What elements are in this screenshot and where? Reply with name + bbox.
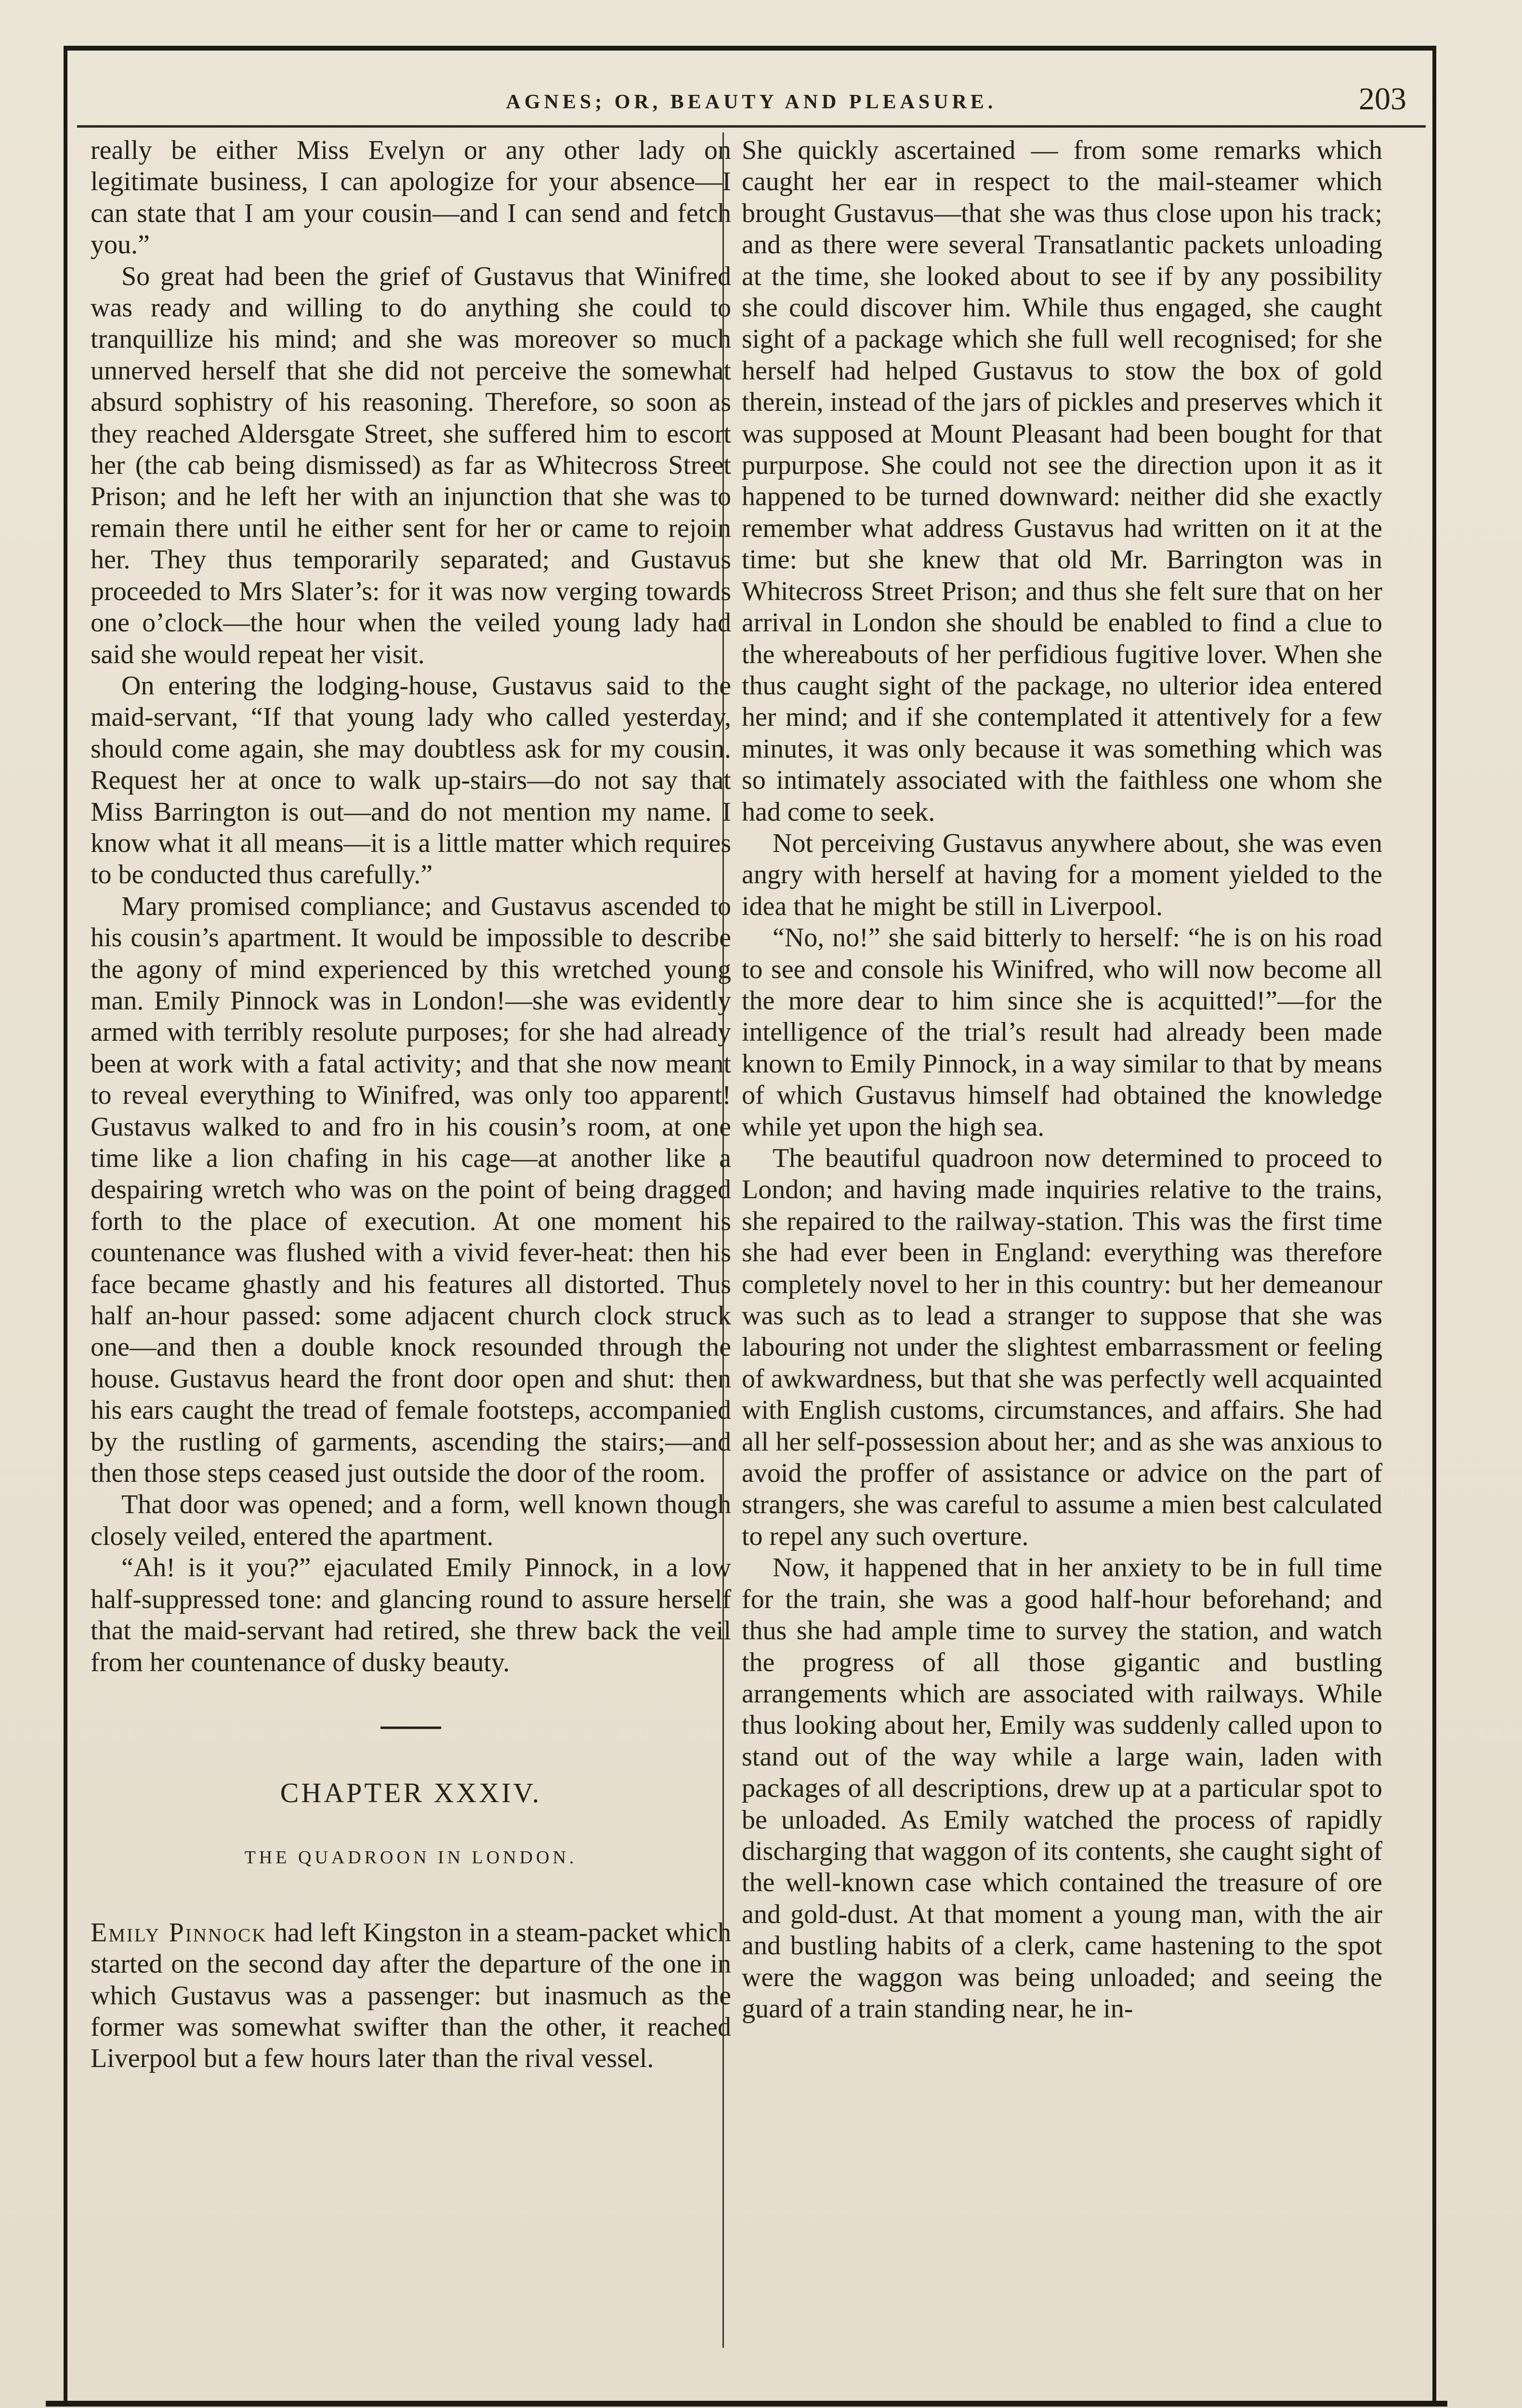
paragraph: Now, it happened that in her anxiety to be in full time for the train, she was a good half-hour beforehand; and thus she had ample time to survey the station, and watch the progress of all those gigantic and bustling arrangements which are associated with railways. While thus looking about her, Emily was suddenly called upon to stand out of the way while a large wain, laden with packages of all descriptions, drew up at a particular spot to be unloaded. As Emily watched the process of rapidly discharging that waggon of its contents, she caught sight of the well-known case which contained the treasure of ore and gold-dust. At that moment a young man, with the air and bustling habits of a clerk, came hastening to the spot were the waggon was being unloaded; and seeing the guard of a train standing near, he in- <box>742 1553 1382 2024</box>
right-column <box>742 135 1382 2025</box>
page-number: 203 <box>1359 81 1406 117</box>
paragraph: The beautiful quadroon now determined to proceed to London; and having made inquiries relative to the trains, she repaired to the railway-station. This was the first time she had ever been in England: everything was therefore completely novel to her in this country: but her demeanour was such as to lead a stranger to suppose that she was labouring not under the slightest embarrassment or feeling of awkwardness, but that she was perfectly well acquainted with English customs, circumstances, and affairs. She had all her self-possession about her; and as she was anxious to avoid the proffer of assistance or advice on the part of strangers, she was careful to assume a mien best calculated to repel any such overture. <box>742 1143 1382 1551</box>
page-header <box>77 53 1426 128</box>
chapter-opening-paragraph <box>91 1917 731 2075</box>
section-divider <box>380 1727 441 1729</box>
paragraph: She quickly ascertained — from some remarks which caught her ear in respect to the mail-steamer which brought Gustavus—that she was thus close upon his track; and as there were several Transatlantic packets unloading at the time, she looked about to see if by any possibility she could discover him. While thus engaged, she caught sight of a package which she full well recognised; for she herself had helped Gustavus to stow the box of gold therein, instead of the jars of pickles and preserves which it was supposed at Mount Pleasant had been bought for that purpurpose. She could not see the direction upon it as it happened to be turned downward: neither did she exactly remember what address Gustavus had written on it at the time: but she knew that old Mr. Barrington was in Whitecross Street Prison; and thus she felt sure that on her arrival in London she should be enabled to find a clue to the whereabouts of her perfidious fugitive lover. When she thus caught sight of the package, no ulterior idea entered her mind; and if she contemplated it attentively for a few minutes, it was only because it was something which was so intimately associated with the faithless one whom she had come to seek. <box>742 135 1382 827</box>
paragraph: So great had been the grief of Gustavus that Winifred was ready and willing to do anything she could to tranquillize his mind; and she was moreover so much unnerved herself that she did not perceive the somewhat absurd sophistry of his reasoning. Therefore, so soon as they reached Aldersgate Street, she suffered him to escort her (the cab being dismissed) as far as Whitecross Street Prison; and he left her with an injunction that she was to remain there until he either sent for her or came to rejoin her. They thus temporarily separated; and Gustavus proceeded to Mrs Slater’s: for it was now verging towards one o’clock—the hour when the veiled young lady had said she would repeat her visit. <box>91 261 731 669</box>
chapter-subtitle: THE QUADROON IN LONDON. <box>244 1847 577 1868</box>
paragraph: Mary promised compliance; and Gustavus ascended to his cousin’s apartment. It would be impossible to describe the agony of mind experienced by this wretched young man. Emily Pinnock was in London!—she was evidently armed with terribly resolute purposes; for she had already been at work with a fatal activity; and that she now meant to reveal everything to Winifred, was only too apparent! Gustavus walked to and fro in his cousin’s room, at one time like a lion chafing in his cage—at another like a despairing wretch who was on the point of being dragged forth to the place of execution. At one moment his countenance was flushed with a vivid fever-heat: then his face became ghastly and his features all distorted. Thus half an-hour passed: some adjacent church clock struck one—and then a double knock resounded through the house. Gustavus heard the front door open and shut: then his ears caught the tread of female footsteps, accompanied by the rustling of garments, ascending the stairs;—and then those steps ceased just outside the door of the room. <box>91 891 731 1489</box>
paragraph: On entering the lodging-house, Gustavus said to the maid-servant, “If that young lady who called yesterday, should come again, she may doubtless ask for my cousin. Request her at once to walk up-stairs—do not say that Miss Barrington is out—and do not mention my name. I know what it all means—it is a little matter which requires to be conducted thus carefully.” <box>91 670 731 890</box>
paragraph: Not perceiving Gustavus anywhere about, she was even angry with herself at having for a moment yielded to the idea that he might be still in Liverpool. <box>742 828 1382 921</box>
paragraph: really be either Miss Evelyn or any other lady on legitimate business, I can apologize for your absence—I can state that I am your cousin—and I can send and fetch you.” <box>91 135 731 260</box>
chapter-break <box>91 1727 731 1874</box>
chapter-opening-name: Emily Pinnock <box>91 1917 267 1948</box>
paragraph: “Ah! is it you?” ejaculated Emily Pinnock, in a low half-suppressed tone: and glancing round to assure herself that the maid-servant had retired, she threw back the veil from her countenance of dusky beauty. <box>91 1553 731 1677</box>
running-title: AGNES; OR, BEAUTY AND PLEASURE. <box>506 91 997 113</box>
chapter-opening-text: had left Kingston in a steam-packet which started on the second day after the departure of the one in which Gustavus was a passenger: but inasmuch as the former was somewhat swifter than the other, it reached Liverpool but a few hours later than the rival vessel. <box>91 1917 731 2074</box>
paragraph: That door was opened; and a form, well known though closely veiled, entered the apartment. <box>91 1490 731 1551</box>
chapter-title: CHAPTER XXXIV. <box>280 1777 542 1808</box>
left-column <box>91 135 731 2075</box>
paragraph: “No, no!” she said bitterly to herself: “he is on his road to see and console his Winifred, who will now become all the more dear to him since she is acquitted!”—for the intelligence of the trial’s result had already been made known to Emily Pinnock, in a way similar to that by means of which Gustavus himself had obtained the knowledge while yet upon the high sea. <box>742 923 1382 1142</box>
footer-rule <box>46 2401 1447 2407</box>
